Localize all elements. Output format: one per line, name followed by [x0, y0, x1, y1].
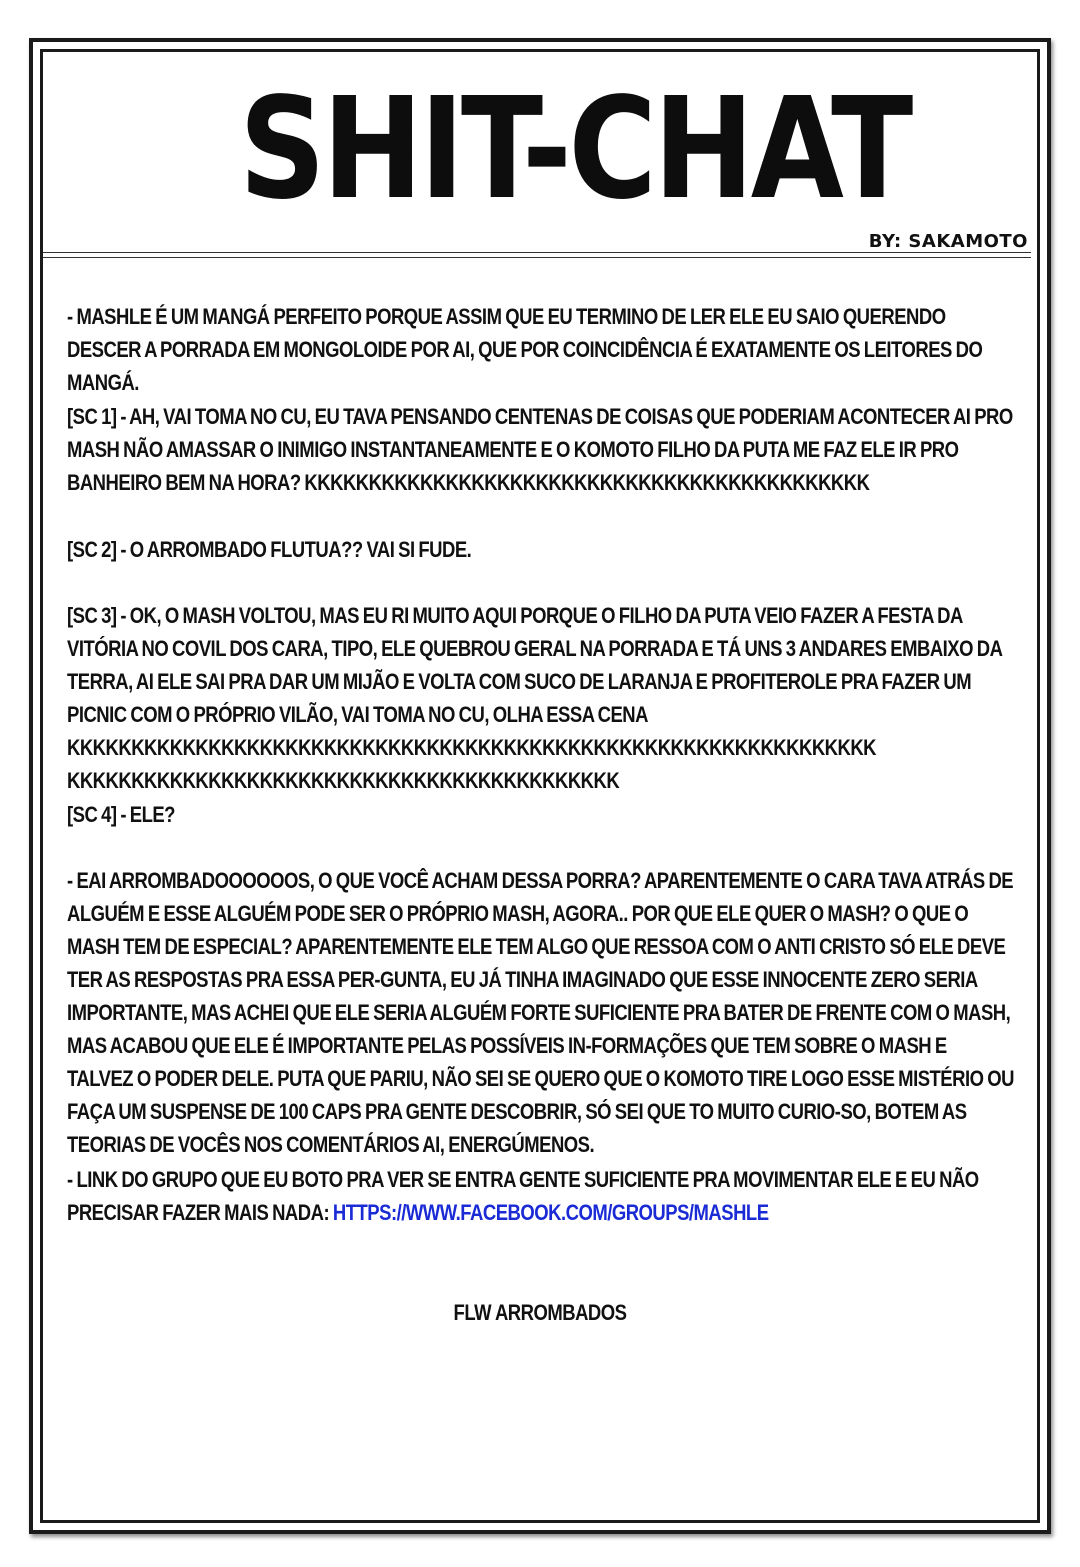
- page-title: SHIT-CHAT: [239, 68, 910, 231]
- facebook-group-link[interactable]: HTTPS://WWW.FACEBOOK.COM/GROUPS/MASHLE: [332, 1200, 769, 1225]
- sc4-paragraph: [SC 4] - ELE?: [67, 802, 175, 827]
- header-divider-bottom: [43, 257, 1031, 258]
- intro-paragraph: - MASHLE É UM MANGÁ PERFEITO PORQUE ASSIM QUE EU TERMINO DE LER ELE EU SAIO QUERENDO DESCER A PORRADA EM MONGOLOIDE POR AI, QUE POR COINCIDÊNCIA É EXATAMENTE OS LEITORES DO MANGÁ.: [67, 304, 983, 395]
- sc2-paragraph: [SC 2] - O ARROMBADO FLUTUA?? VAI SI FUDE.: [67, 537, 472, 562]
- author-byline: BY: SAKAMOTO: [868, 231, 1028, 252]
- sign-off: FLW ARROMBADOS: [453, 1300, 627, 1325]
- header-divider-top: [43, 252, 1031, 253]
- discussion-paragraph: - EAI ARROMBADOOOOOOS, O QUE VOCÊ ACHAM DESSA PORRA? APARENTEMENTE O CARA TAVA ATRÁS DE ALGUÉM E ESSE ALGUÉM PODE SER O PRÓPRIO MASH, AGORA.. POR QUE ELE QUER O MASH? O QUE O MASH TEM DE ESPECIAL? APARENTEMENTE ELE TEM ALGO QUE RESSOA COM O ANTI CRISTO SÓ ELE DEVE TER AS RESPOSTAS PRA ESSA PER-GUNTA, EU JÁ TINHA IMAGINADO QUE ESSE INNOCENTE ZERO SERIA IMPORTANTE, MAS ACHEI QUE ELE SERIA ALGUÉM FORTE SUFICIENTE PRA BATER DE FRENTE COM O MASH, MAS ACABOU QUE ELE É IMPORTANTE PELAS POSSÍVEIS IN-FORMAÇÕES QUE TEM SOBRE O MASH E TALVEZ O PODER DELE. PUTA QUE PARIU, NÃO SEI SE QUERO QUE O KOMOTO TIRE LOGO ESSE MISTÉRIO OU FAÇA UM SUSPENSE DE 100 CAPS PRA GENTE DESCOBRIR, SÓ SEI QUE TO MUITO CURIO-SO, BOTEM AS TEORIAS DE VOCÊS NOS COMENTÁRIOS AI, ENERGÚMENOS.: [67, 868, 1014, 1157]
- sc1-paragraph: [SC 1] - AH, VAI TOMA NO CU, EU TAVA PENSANDO CENTENAS DE COISAS QUE PODERIAM ACONTECER AI PRO MASH NÃO AMASSAR O INIMIGO INSTANTANEAMENTE E O KOMOTO FILHO DA PUTA ME FAZ ELE IR PRO BANHEIRO BEM NA HORA? KKKKKKKKKKKKKKKKKKKKKKKKKKKKKKKKKKKKKKKKKKKK: [67, 404, 1013, 495]
- group-link-paragraph: [67, 1163, 1016, 1229]
- sc3-paragraph: [SC 3] - OK, O MASH VOLTOU, MAS EU RI MUITO AQUI PORQUE O FILHO DA PUTA VEIO FAZER A FESTA DA VITÓRIA NO COVIL DOS CARA, TIPO, ELE QUEBROU GERAL NA PORRADA E TÁ UNS 3 ANDARES EMBAIXO DA TERRA, AI ELE SAI PRA DAR UM MIJÃO E VOLTA COM SUCO DE LARANJA E PROFITEROLE PRA FAZER UM PICNIC COM O PRÓPRIO VILÃO, VAI TOMA NO CU, OLHA ESSA CENA KKKKKKKKKKKKKKKKKKKKKKKKKKKKKKKKKKKKKKKKKKKKKKKKKKKKKKKKKKKKKKK KKKKKKKKKKKKKKKKKKKKKKKKKKKKKKKKKKKKKKKKKKK: [67, 603, 1002, 793]
- group-link-text: - LINK DO GRUPO QUE EU BOTO PRA VER SE ENTRA GENTE SUFICIENTE PRA MOVIMENTAR ELE E EU NÃO PRECISAR FAZER MAIS NADA:: [67, 1167, 979, 1225]
